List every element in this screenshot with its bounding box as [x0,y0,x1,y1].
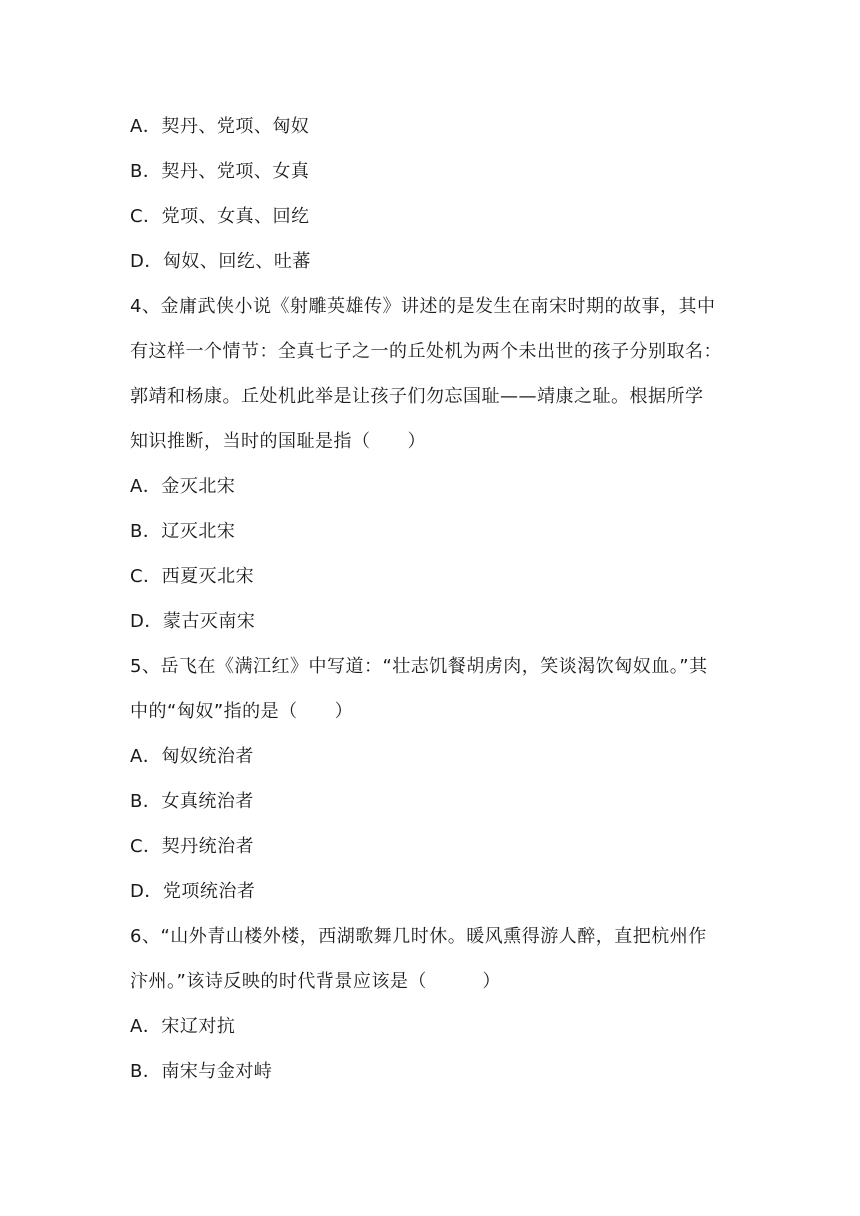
q4-stem-line-2: 有这样一个情节：全真七子之一的丘处机为两个未出世的孩子分别取名： [130,341,722,362]
q3-option-b: B．契丹、党项、女真 [130,161,310,182]
q5-stem-line-1: 5、岳飞在《满江红》中写道：“壮志饥餐胡虏肉，笑谈渴饮匈奴血。”其 [130,656,708,677]
q6-option-b: B．南宋与金对峙 [130,1061,273,1082]
q5-option-d: D．党项统治者 [130,881,256,902]
q4-stem-line-4: 知识推断，当时的国耻是指（ ） [130,431,426,452]
q4-stem-line-1: 4、金庸武侠小说《射雕英雄传》讲述的是发生在南宋时期的故事，其中 [130,296,716,317]
q4-option-a: A．金灭北宋 [130,476,236,497]
q3-option-d: D．匈奴、回纥、吐蕃 [130,251,311,272]
q6-option-a: A．宋辽对抗 [130,1016,236,1037]
q4-option-d: D．蒙古灭南宋 [130,611,256,632]
q4-stem-line-3: 郭靖和杨康。丘处机此举是让孩子们勿忘国耻——靖康之耻。根据所学 [130,386,704,407]
q6-stem-line-1: 6、“山外青山楼外楼，西湖歌舞几时休。暖风熏得游人醉，直把杭州作 [130,926,707,947]
q6-stem-line-2: 汴州。”该诗反映的时代背景应该是（ ） [130,971,501,992]
q4-option-c: C．西夏灭北宋 [130,566,255,587]
q5-option-c: C．契丹统治者 [130,836,255,857]
q3-option-a: A．契丹、党项、匈奴 [130,116,310,137]
q3-option-c: C．党项、女真、回纥 [130,206,310,227]
q5-option-a: A．匈奴统治者 [130,746,254,767]
q5-stem-line-2: 中的“匈奴”指的是（ ） [130,701,354,722]
q4-option-b: B．辽灭北宋 [130,521,236,542]
q5-option-b: B．女真统治者 [130,791,254,812]
